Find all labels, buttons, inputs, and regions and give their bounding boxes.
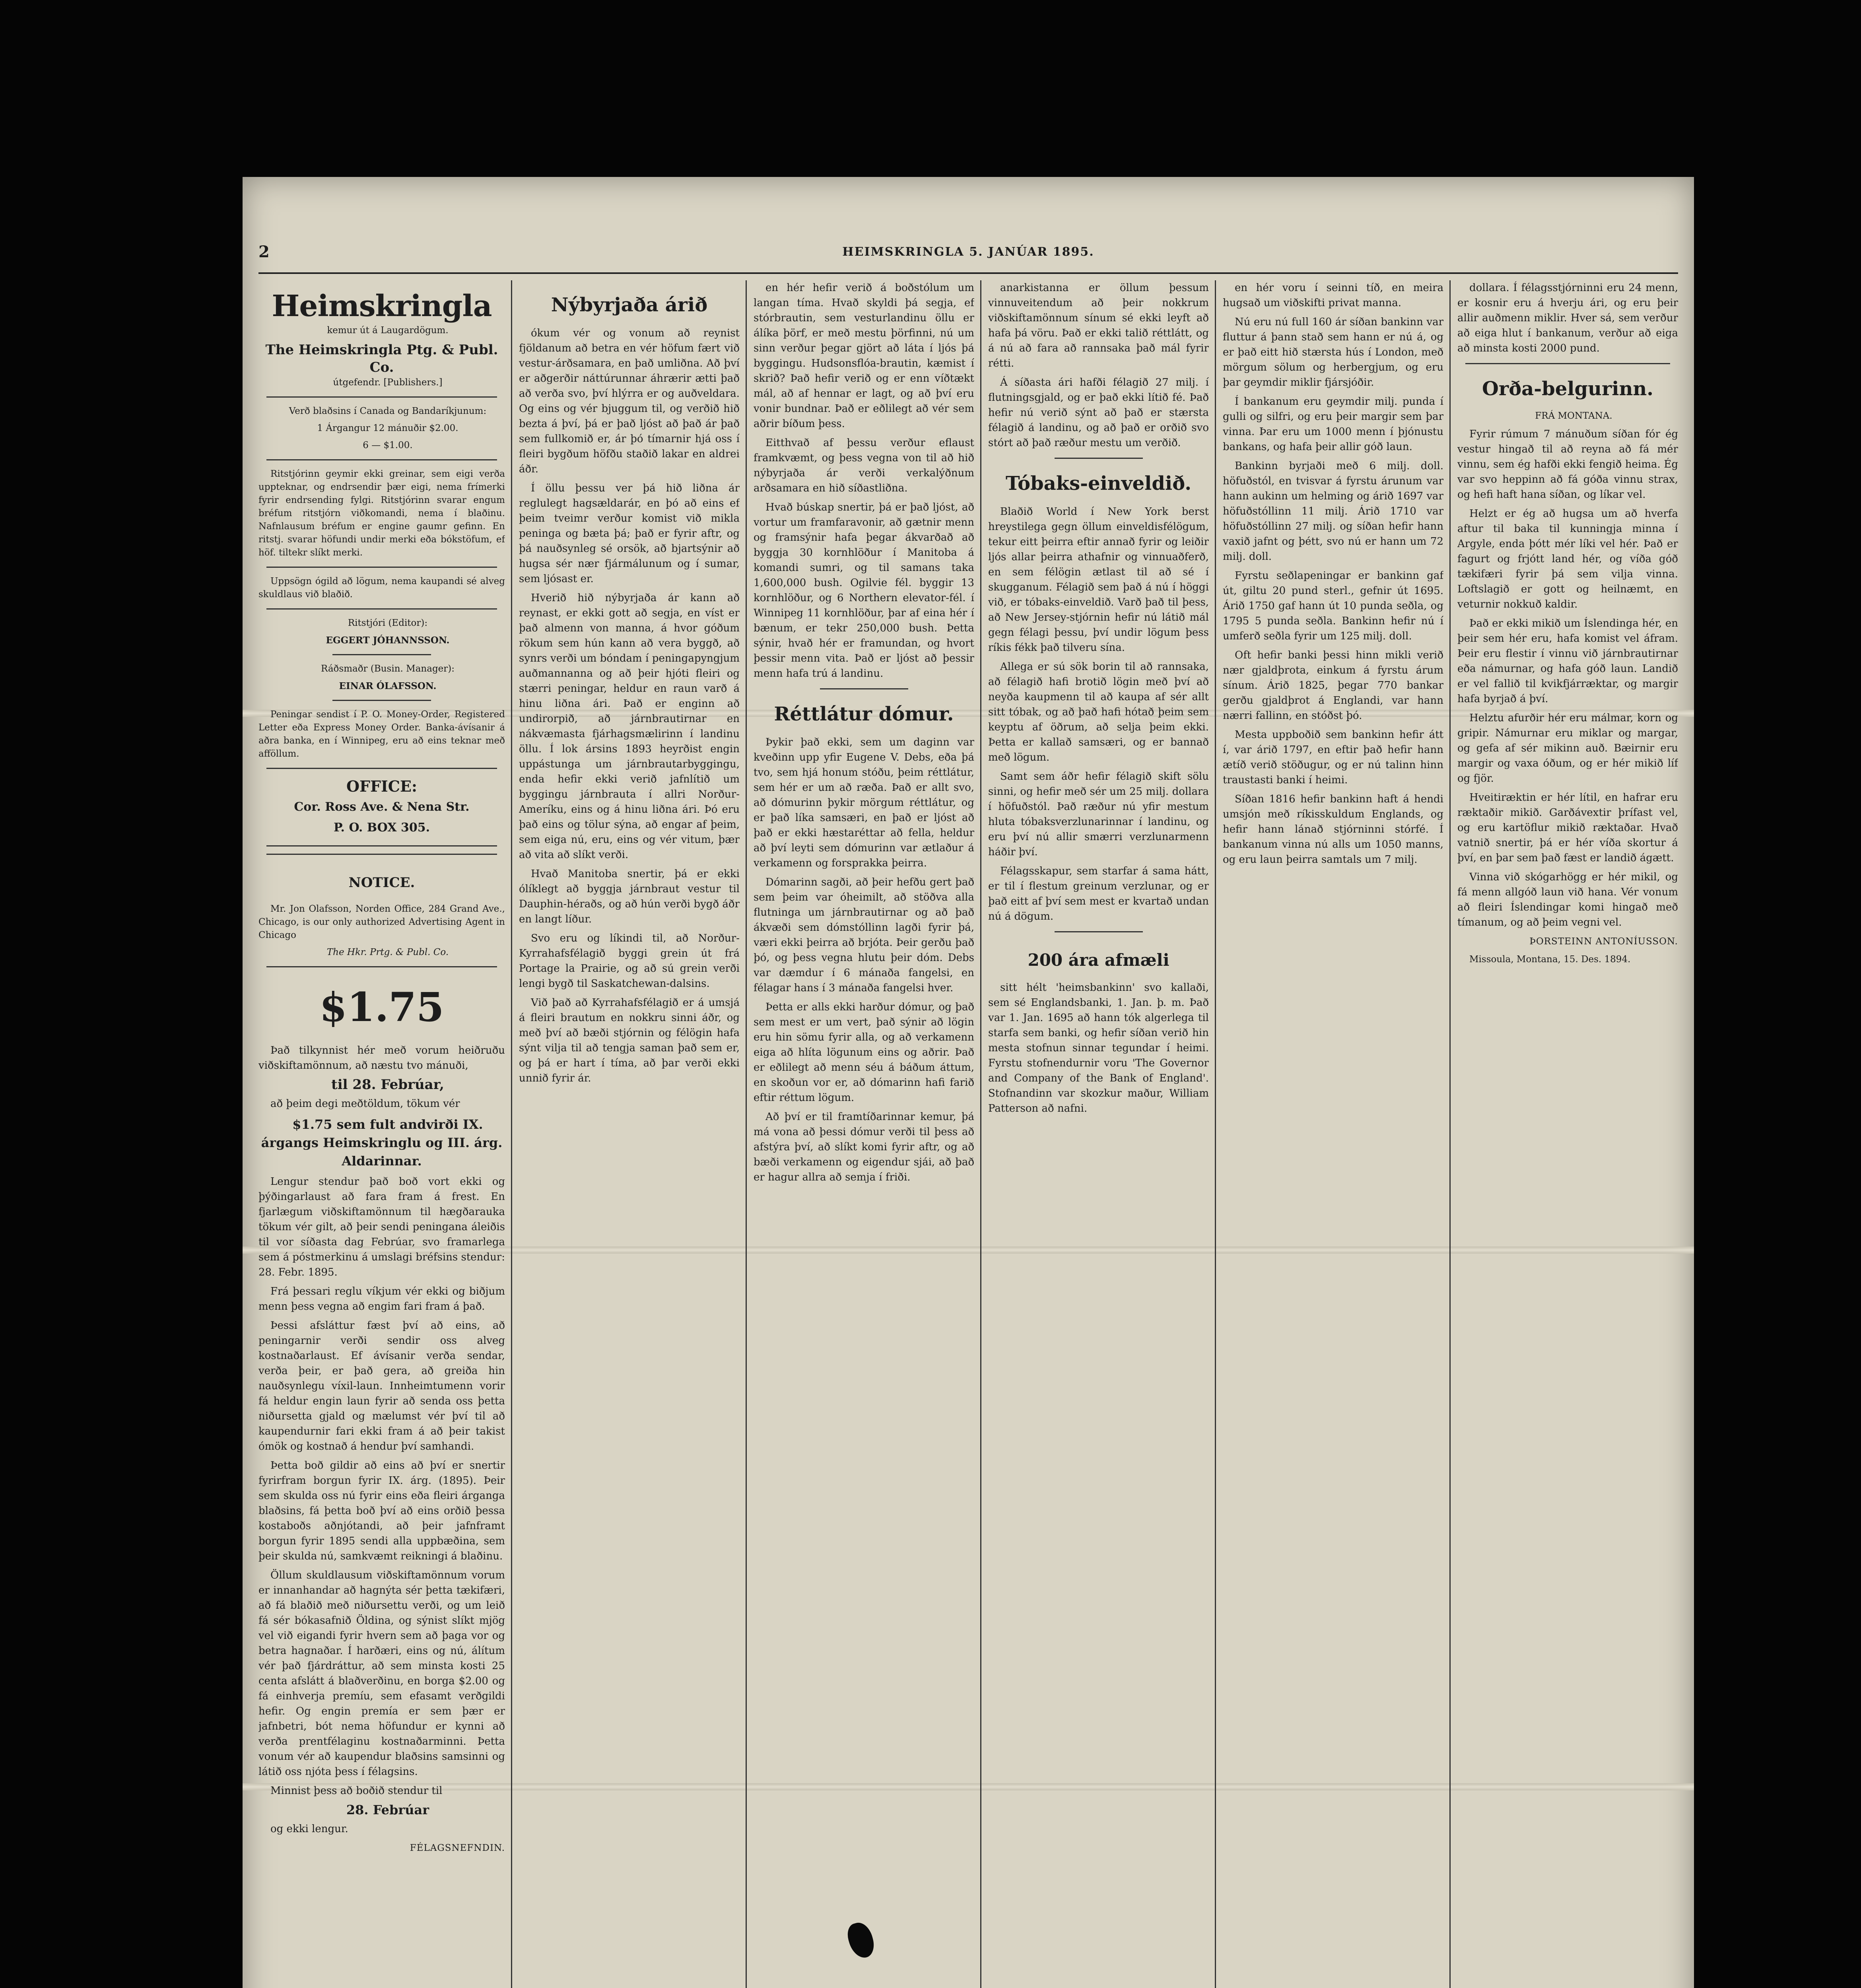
price-line: Verð blaðsins í Canada og Bandaríkjunum: — [289, 406, 487, 416]
divider — [266, 396, 497, 398]
article-paragraph: Eitthvað af þessu verður eflaust framkvæmt, og þess vegna von til að hið nýbyrjaða ár verði verkalýðnum arðsamara en hið síðastliðna. — [754, 437, 974, 494]
article-paragraph: Það er ekki mikið um Íslendinga hér, en þeir sem hér eru, hafa komist vel áfram. Þeir eru flestir í vinnu við járnbrautirnar eða námurnar, og hafa góð laun. Landið er vel fallið til kvikfjárræktar, og margir hafa byrjað á því. — [1457, 617, 1678, 705]
running-header — [258, 243, 1678, 270]
divider — [266, 966, 497, 967]
article-paragraph: Hvað Manitoba snertir, þá er ekki ólíklegt að byggja járnbraut vestur til Dauphin-héraðs, og að hún verði bygð áðr en langt líður. — [519, 868, 740, 925]
divider — [266, 854, 497, 855]
masthead-title: Heimskringla — [272, 289, 492, 323]
article-paragraph: dollara. Í félagsstjórninni eru 24 menn, er kosnir eru á hverju ári, og eru þeir allir auðmenn miklir. Hver sá, sem verður að eiga hlut í bankanum, verður að eiga að minsta kosti 2000 pund. — [1457, 282, 1678, 354]
article-paragraph: Þetta er alls ekki harður dómur, og það sem mest er um vert, það sýnir að lögin eru hin sömu fyrir alla, og að verkamenn eiga að hlíta lögunum eins og aðrir. Það er eðlilegt að menn séu á báðum áttum, en skoðun vor er, að dómarinn hafi farið eftir réttum lögum. — [754, 1001, 974, 1104]
article-paragraph: Nú eru nú full 160 ár síðan bankinn var fluttur á þann stað sem hann er nú á, og er það eitt hið stærsta hús í London, með mörgum sölum og herbergjum, og eru þar geymdir miklir fjársjóðir. — [1223, 316, 1443, 388]
article-paragraph: Í bankanum eru geymdir milj. punda í gulli og silfri, og eru þeir margir sem þar vinna. Þar eru um 1000 menn í þjónustu bankans, og hafa þeir allir góð laun. — [1223, 396, 1443, 453]
payment-terms: Peningar sendist í P. O. Money-Order, Registered Letter eða Express Money Order. Banka-ávísanir á aðra banka, en í Winnipeg, eru að eins teknar með afföllum. — [258, 709, 505, 759]
article-dateline: Missoula, Montana, 15. Des. 1894. — [1469, 954, 1631, 965]
offer-text: og ekki lengur. — [270, 1823, 348, 1835]
notice-signed: The Hkr. Prtg. & Publ. Co. — [326, 947, 449, 957]
column-article — [988, 280, 1209, 1988]
manager-label: Ráðsmaðr (Busin. Manager): — [321, 664, 455, 674]
article-heading: Tóbaks-einveldið. — [1005, 472, 1192, 495]
article-heading: Réttlátur dómur. — [774, 703, 954, 725]
article-heading: 200 ára afmæli — [1028, 950, 1169, 970]
masthead-schedule: kemur út á Laugardögum. — [327, 325, 449, 336]
article-paragraph: Oft hefir banki þessi hinn mikli verið nær gjaldþrota, einkum á fyrstu árum sínum. Árið 1825, þegar 770 bankar gerðu gjaldþrot á Englandi, var hann nærri fallinn, en stóðst þó. — [1223, 649, 1443, 722]
article-paragraph: Fyrstu seðlapeningar er bankinn gaf út, giltu 20 pund sterl., gefnir út 1695. Árið 1750 gaf hann út 10 punda seðla, og 1795 5 punda seðla. Bankinn hefir nú í umferð seðla fyrir um 125 milj. doll. — [1223, 570, 1443, 642]
column-rule — [746, 280, 747, 1988]
office-label: OFFICE: — [346, 777, 418, 795]
divider — [266, 608, 497, 610]
article-paragraph: Vinna við skógarhögg er hér mikil, og fá menn allgóð laun við hana. Vér vonum að fleiri Íslendingar komi hingað með tímanum, og að þeim vegni vel. — [1457, 871, 1678, 928]
article-paragraph: Í öllu þessu ver þá hið liðna ár reglulegt hagsældarár, en þó að eins ef þeim tveimr verður komist við mikla peninga og bæta þá; það er fyrir aftr, og þá nauðsynleg sé orsök, að bjartsýnir að hugsa sér nær fjármálunum og í sumar, sem ljósast er. — [519, 482, 740, 585]
divider — [820, 688, 908, 689]
notice-heading: NOTICE. — [348, 875, 415, 891]
offer-price: $1.75 — [319, 984, 444, 1031]
article-paragraph: en hér voru í seinni tíð, en meira hugsað um viðskifti privat manna. — [1223, 282, 1443, 309]
offer-signature: FÉLAGSNEFNDIN. — [410, 1843, 505, 1853]
editor-name: EGGERT JÓHANNSSON. — [326, 635, 450, 646]
cancellation-terms: Uppsögn ógild að lögum, nema kaupandi sé alveg skuldlaus við blaðið. — [258, 576, 505, 600]
article-paragraph: Mesta uppboðið sem bankinn hefir átt í, var árið 1797, en eftir það hefir hann ætíð verið stöðugur, og er nú talinn hinn traustasti banki í heimi. — [1223, 729, 1443, 786]
offer-text: Lengur stendur það boð vort ekki og þýðingarlaust að fara fram á frest. En fjarlægum viðskiftamönnum til hægðarauka tökum vér gilt, að þeir sendi peningana áleiðis til vor síðasta dag Febrúar, svo framarlega sem á póstmerkinu á umslagi bréfsins stendur: 28. Febr. 1895. — [258, 1176, 505, 1278]
article-paragraph: Fyrir rúmum 7 mánuðum síðan fór ég vestur hingað til að reyna að fá mér vinnu, sem ég hafði ekki fengið heima. Ég var svo heppinn að fá góða vinnu strax, og hefi haft hana síðan, og líkar vel. — [1457, 428, 1678, 501]
article-paragraph: Að því er til framtíðarinnar kemur, þá má vona að þessi dómur verði til þess að afstýra því, að slíkt komi fyrir aftr, og að bæði verkamenn og eigendur sjái, að það er hagur allra að semja í friði. — [754, 1111, 974, 1183]
header-rule — [258, 272, 1678, 274]
divider — [266, 459, 497, 460]
column-rule — [1449, 280, 1451, 1988]
column-rule — [1215, 280, 1216, 1988]
article-heading: Orða-belgurinn. — [1482, 378, 1653, 400]
column-article — [1457, 280, 1678, 1988]
manager-name: EINAR ÓLAFSSON. — [339, 681, 437, 691]
article-paragraph: Hveitiræktin er hér lítil, en hafrar eru ræktaðir mikið. Garðávextir þrífast vel, og eru kartöflur mikið ræktaðar. Hvað vatnið snertir, þá er hér víða skortur á því, en þar sem það fæst er landið ágætt. — [1457, 792, 1678, 864]
article-paragraph: Svo eru og líkindi til, að Norður-Kyrrahafsfélagið byggi grein út frá Portage la Prairie, og að sú grein verði lengi bygð til Saskatchewan-dalsins. — [519, 932, 740, 990]
article-paragraph: ókum vér og vonum að reynist fjöldanum að betra en vér höfum fært við vestur-árðsamara, en það umliðna. Að því er aðgerðir náttúrunnar áhrærir ætti það að verða svo, því hlýrra er og auðveldara. Og eins og vér bjuggum til, og verðið hið bezta á því, þá er það ljóst að það ár það sem fullkomið er, ár þó tímarnir hjá oss í fleiri bygðum höfðu staðið lakar en aldrei áðr. — [519, 327, 740, 475]
offer-text: Þetta boð gildir að eins að því er snertir fyrirfram borgun fyrir IX. árg. (1895). Þeir sem skulda oss nú fyrir eins eða fleiri árganga blaðsins, fá þetta boð því að eins orðið þessa kostaboðs aðnjótandi, að þeir jafnframt borgun fyrir 1895 sendi alla uppbæðina, sem þeir skulda nú, samkvæmt reikningi á blaðinu. — [258, 1460, 505, 1562]
offer-text: Það tilkynnist hér með vorum heiðruðu viðskiftamönnum, að næstu tvo mánuði, — [258, 1044, 505, 1072]
office-address: Cor. Ross Ave. & Nena Str. — [294, 800, 470, 814]
article-heading: Nýbyrjaða árið — [551, 294, 708, 316]
divider — [1055, 458, 1143, 459]
masthead-publisher-role: útgefendr. [Publishers.] — [333, 377, 443, 388]
divider — [266, 845, 497, 846]
editor-label: Ritstjóri (Editor): — [348, 618, 428, 628]
editorial-terms: Ritstjórinn geymir ekki greinar, sem eigi verða uppteknar, og endrsendir þær eigi, nema frímerki fyrir endrsending fylgi. Ritstjórinn svarar engum bréfum ritstjórn viðkomandi, nema í blaðinu. Nafnlausum bréfum er engine gaumr gefinn. En ritstj. svarar höfundi undir merki eða bókstöfum, ef höf. tiltekr slíkt merki. — [258, 469, 505, 558]
price-line: 1 Árgangur 12 mánuðir $2.00. — [317, 423, 458, 433]
offer-deadline: 28. Febrúar — [346, 1802, 429, 1817]
column-rule — [511, 280, 512, 1988]
article-paragraph: Þykir það ekki, sem um daginn var kveðinn upp yfir Eugene V. Debs, eða þá tvo, sem hjá honum stóðu, þeim réttlátur, sem hér er um að ræða. Það er allt svo, að dómurinn þykir mörgum réttlátur, og er það líka samsæri, en það er ljóst að það er ekki hæstaréttar að fella, heldur að því leyti sem dómurinn var ætlaður á verkamenn og forsprakka þeirra. — [754, 736, 974, 869]
article-subheading: FRÁ MONTANA. — [1535, 411, 1612, 421]
article-paragraph: Bankinn byrjaði með 6 milj. doll. höfuðstól, en tvisvar á fyrstu árunum var hann aukinn um helming og árið 1697 var höfuðstóllinn 11 milj. Árið 1710 var höfuðstóllinn 27 milj. og síðan hefir hann vaxið jafnt og þétt, svo nú er hann um 72 milj. doll. — [1223, 460, 1443, 563]
notice-text: Mr. Jon Olafsson, Norden Office, 284 Grand Ave., Chicago, is our only authorized Advertising Agent in Chicago — [258, 904, 505, 940]
offer-terms: $1.75 sem fult andvirði IX. árgangs Heimskringlu og III. árg. Aldarinnar. — [261, 1117, 503, 1169]
article-paragraph: Blaðið World í New York berst hreystilega gegn öllum einveldisfélögum, tekur eitt þeirra eftir annað fyrir og leiðir ljós allar þeirra athafnir og vinnuaðferð, en sem félögin ætlast til að sé í skugganum. Félagið sem það á nú í höggi við, er tóbaks-einveldið. Varð það til þess, að New Jersey-stjórnin hefir nú látið mál gegn félagi þessu, því undir lögum þess ríkis fékk það tilveru sína. — [988, 506, 1209, 654]
offer-deadline: til 28. Febrúar, — [331, 1077, 444, 1093]
column-article — [519, 280, 740, 1988]
offer-text: Öllum skuldlausum viðskiftamönnum vorum er innanhandar að hagnýta sér þetta tækifæri, að fá blaðið með niðursettu verði, og um leið fá sér bókasafnið Öldina, og sýnist slíkt mjög vel við eigandi fyrir hvern sem að þaga vor og betra hagnaðar. Í harðæri, eins og nú, álítum vér það fjárdráttur, að sem minsta kosti 25 centa afslátt á blaðverðinu, en borga $2.00 og fá einhverja premíu, sem efasamt verðgildi hefir. Og engin premía er sem þær er jafnbetri, bót nema höfundur er kynni að verða prentfélaginu kostnaðarminni. Þetta vonum vér að kaupendur blaðsins samsinni og látið oss njóta þess í félagsins. — [258, 1569, 505, 1778]
article-paragraph: Hverið hið nýbyrjaða ár kann að reynast, er ekki gott að segja, en víst er það almenn von manna, á hvor góðum rökum sem hún kann að vera byggð, að synrs verði um bóndam í peningapyngjum auðmannanna og að þeir hjóti fleiri og stærri peningar, heldur en raun varð á hinu liðna ári. Það er enginn að undirorpið, að járnbrautirnar en nákvæmasta fjárhagsmælirinn í landinu öllu. Í lok ársins 1893 heyrðist engin uppástunga um járnbrautarbyggingu, enda hefir ekki verið jafnlítið um byggingu járnbrauta í allri Norður-Ameríku, eins og á hinu liðna ári. Þó eru það eins og tölur sýna, að engar af þeim, sem eiga nú, eru, eins og vér vitum, þær að vita að slíkt verði. — [519, 592, 740, 861]
article-paragraph: Dómarinn sagði, að þeir hefðu gert það sem þeim var óheimilt, að stöðva alla flutninga um járnbrautirnar og að það ákvæði sem dómstóllinn lagði fyrir þá, væri ekki þeirra að brjóta. Þeir gerðu það þó, og þess vegna hlutu þeir dóm. Debs var dæmdur í 6 mánaða fangelsi, en félagar hans í 3 mánaða fangelsi hver. — [754, 876, 974, 994]
divider — [266, 567, 497, 568]
column-masthead — [258, 280, 505, 1988]
article-paragraph: Helzt er ég að hugsa um að hverfa aftur til baka til kunningja minna í Argyle, enda þótt mér líki vel hér. Það er fagurt og frjótt land hér, og víða góð tækifæri fyrir þá sem vilja vinna. Loftslagið er gott og heilnæmt, en veturnir nokkuð kaldir. — [1457, 508, 1678, 610]
masthead-publisher: The Heimskringla Ptg. & Publ. Co. — [265, 342, 498, 375]
offer-text: að þeim degi meðtöldum, tökum vér — [270, 1098, 460, 1110]
article-paragraph: Við það að Kyrrahafsfélagið er á umsjá á fleiri brautum en nokkru sinni áðr, og með því að bæði stjórnin og félögin hafa sýnt vilja til að tengja saman það sem er, og þá er hart í tíma, að þar verði ekki unnið fyrir ár. — [519, 997, 740, 1084]
divider — [1465, 363, 1670, 364]
article-paragraph: Helztu afurðir hér eru málmar, korn og gripir. Námurnar eru miklar og margar, og gefa af sér mikinn auð. Bæirnir eru margir og vaxa óðum, og er hér mikið líf og fjör. — [1457, 712, 1678, 784]
article-paragraph: Hvað búskap snertir, þá er það ljóst, að vortur um framfaravonir, að gætnir menn og framsýnir hafa þegar ákvarðað að byggja 30 kornhlöður í Manitoba á komandi sumri, og til samans taka 1,600,000 bush. Ogilvie fél. byggir 13 kornhlöður, og 6 Northern elevator-fél. í Winnipeg 11 kornhlöður, þar af eina hér í bænum, er tekr 250,000 bush. Þetta sýnir, hvað hér er framundan, og hvort þessir menn vita. Það er ljóst að þessir menn hafa trú á landinu. — [754, 501, 974, 679]
price-line: 6 — $1.00. — [363, 440, 413, 450]
divider — [1055, 931, 1143, 932]
column-article — [754, 280, 974, 1988]
offer-text: Frá þessari reglu víkjum vér ekki og biðjum menn þess vegna að engim fari fram á það. — [258, 1285, 505, 1312]
article-paragraph: en hér hefir verið á boðstólum um langan tíma. Hvað skyldi þá segja, ef stórbrautin, sem vesturlandinu öllu er álíka þörf, er með mestu þörfinni, nú um sinn verður þegar gjört að láta í ljós þá byggingu. Hudsonsflóa-brautin, kæmist í skrið? Það hefir verið og er enn víðtækt mál, að af hennar er lagt, og að því eru vonir bundnar. Það er eðlilegt að vér sem aðrir bíðum þess. — [754, 282, 974, 430]
article-paragraph: Á síðasta ári hafði félagið 27 milj. í flutningsgjald, og er það ekki lítið fé. Það hefir nú verið sýnt að það er stærsta félagið á landinu, og að það er orðið svo stórt að það ræður mestu um verðið. — [988, 377, 1209, 449]
offer-text: Þessi afsláttur fæst því að eins, að peningarnir verði sendir oss alveg kostnaðarlaust. Ef ávísanir verða sendar, verða þeir, er það gera, að greiða hin nauðsynlegu víxil-laun. Innheimtumenn vorir fá heldur engin laun fyrir að senda oss þetta niðursetta gjald og mælumst vér því til að kaupendurnir fari ekki fram á að þeir takist ómök og kostnað á hendur því samhandi. — [258, 1320, 505, 1452]
office-box: P. O. BOX 305. — [333, 821, 430, 835]
newspaper-page — [243, 177, 1694, 1988]
article-paragraph: Síðan 1816 hefir bankinn haft á hendi umsjón með ríkisskuldum Englands, og hefir hann lánað stjórninni stórfé. Í bankanum vinna nú alls um 1050 manns, og eru laun þeirra samtals um 7 milj. — [1223, 793, 1443, 866]
divider — [332, 654, 431, 655]
offer-text: Minnist þess að boðið stendur til — [270, 1785, 443, 1797]
article-paragraph: Allega er sú sök borin til að rannsaka, að félagið hafi brotið lögin með því að neyða kaupmenn til að kaupa af sér allt sitt tóbak, og að það hafi hótað þeim sem keyptu af öðrum, að selja þeim ekki. Þetta er kallað samsæri, og er bannað með lögum. — [988, 661, 1209, 763]
article-paragraph: anarkistanna er öllum þessum vinnuveitendum að þeir nokkrum viðskiftamönnum sínum sé ekki leyft að hafa þá vöru. Það er ekki talið réttlátt, og á nú að fara að rannsaka það mál fyrir rétti. — [988, 282, 1209, 369]
divider — [332, 700, 431, 701]
article-signature: ÞORSTEINN ANTONÍUSSON. — [1529, 936, 1678, 947]
article-paragraph: Samt sem áðr hefir félagið skift sölu sinni, og hefir með sér um 25 milj. dollara í höfuðstól. Það ræður nú yfir mestum hluta tóbaksverzlunarinnar í landinu, og eru því nú allir smærri verzlunarmenn háðir því. — [988, 771, 1209, 858]
running-title: HEIMSKRINGLA 5. JANÚAR 1895. — [842, 245, 1094, 259]
article-paragraph: Félagsskapur, sem starfar á sama hátt, er til í flestum greinum verzlunar, og er það eitt af því sem mest er kvartað undan nú á dögum. — [988, 865, 1209, 922]
page-number: 2 — [258, 243, 270, 261]
divider — [266, 768, 497, 769]
column-rule — [980, 280, 981, 1988]
article-paragraph: sitt hélt 'heimsbankinn' svo kallaði, sem sé Englandsbanki, 1. Jan. þ. m. Það var 1. Jan. 1695 að hann tók algerlega til starfa sem banki, og hefir síðan verið hin mesta stofnun sinnar tegundar í heimi. Fyrstu stofnendurnir voru 'The Governor and Company of the Bank of England'. Stofnandinn var skozkur maður, William Patterson að nafni. — [988, 982, 1209, 1114]
column-article — [1223, 280, 1443, 1988]
